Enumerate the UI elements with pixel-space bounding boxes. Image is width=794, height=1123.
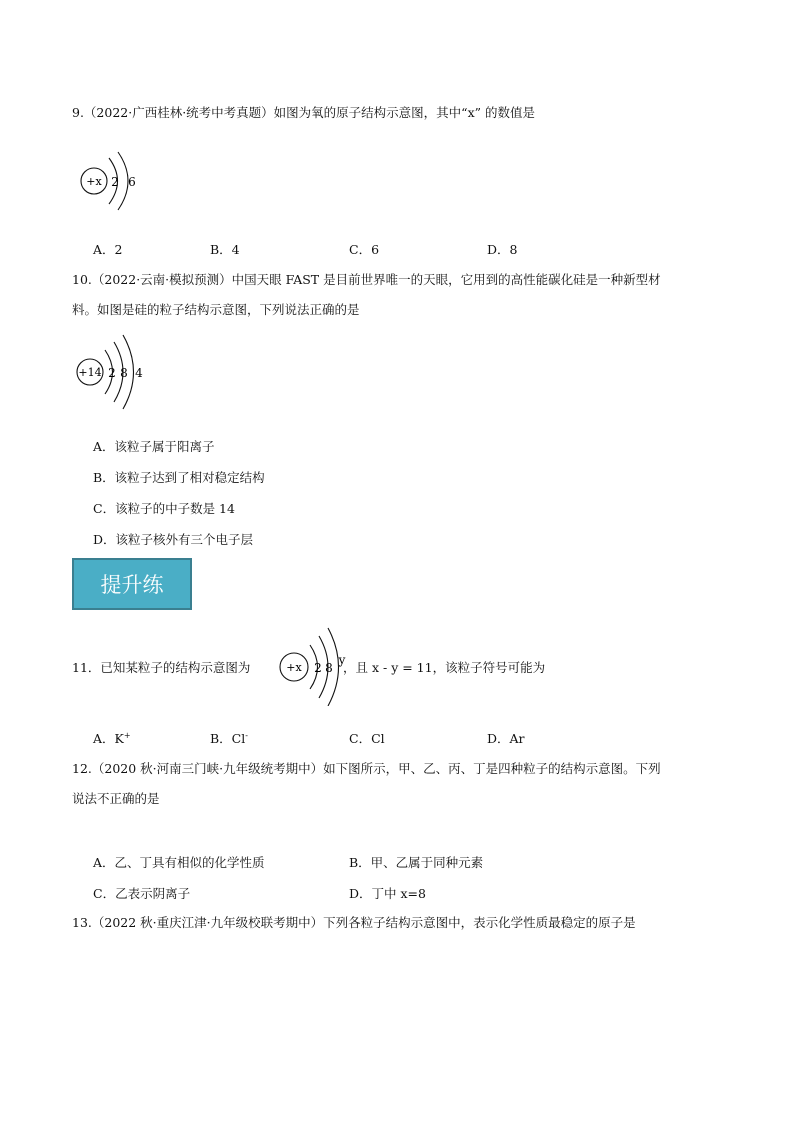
q10-atom-diagram — [74, 330, 158, 418]
q10-shell-1: 2 — [108, 366, 116, 380]
q10-stem-line-2: 料。如图是硅的粒子结构示意图，下列说法正确的是 — [72, 302, 360, 317]
q9-option-b[interactable]: B．4 — [210, 242, 240, 257]
q11-option-b[interactable]: B．Cl- — [210, 730, 248, 746]
q11-nucleus: +x — [286, 661, 302, 674]
q10-shell-3: 4 — [135, 366, 143, 380]
q11-shell-2: 8 — [325, 661, 333, 675]
q9-shell-1: 2 — [111, 175, 119, 189]
q12-option-c[interactable]: C．乙表示阴离子 — [93, 886, 191, 901]
q11-option-d[interactable]: D．Ar — [487, 731, 525, 746]
q10-stem-line-1: 10.（2022·云南·模拟预测）中国天眼 FAST 是目前世界唯一的天眼，它用到的高性能碳化硅是一种新型材 — [72, 272, 661, 287]
q11-shell-3: y — [338, 653, 346, 667]
q9-atom-diagram — [78, 144, 148, 220]
q9-stem: 9.（2022·广西桂林·统考中考真题）如图为氧的原子结构示意图，其中“x” 的数值是 — [72, 105, 535, 120]
q10-option-d[interactable]: D．该粒子核外有三个电子层 — [93, 532, 254, 547]
q11-stem-prefix: 11．已知某粒子的结构示意图为 — [72, 660, 251, 675]
q11-stem-suffix: ，且 x - y = 11，该粒子符号可能为 — [343, 660, 546, 675]
q12-option-d[interactable]: D．丁中 x=8 — [349, 886, 426, 901]
q9-nucleus: +x — [86, 175, 102, 188]
q10-option-a[interactable]: A．该粒子属于阳离子 — [93, 439, 215, 454]
q11-option-a[interactable]: A．K+ — [93, 730, 131, 746]
q10-shell-2: 8 — [120, 366, 128, 380]
q13-stem: 13.（2022 秋·重庆江津·九年级校联考期中）下列各粒子结构示意图中，表示化学性质最稳定的原子是 — [72, 915, 636, 930]
q11-option-c[interactable]: C．Cl — [349, 731, 385, 746]
q9-option-c[interactable]: C．6 — [349, 242, 380, 257]
q10-option-c[interactable]: C．该粒子的中子数是 14 — [93, 501, 235, 516]
q12-stem-line-1: 12.（2020 秋·河南三门峡·九年级统考期中）如下图所示，甲、乙、丙、丁是四种粒子的结构示意图。下列 — [72, 761, 661, 776]
q12-option-a[interactable]: A．乙、丁具有相似的化学性质 — [93, 855, 265, 870]
q12-stem-line-2: 说法不正确的是 — [72, 791, 160, 806]
q9-option-a[interactable]: A．2 — [93, 242, 123, 257]
q11-shell-1: 2 — [314, 661, 322, 675]
section-banner: 提升练 — [72, 558, 192, 610]
q9-option-d[interactable]: D．8 — [487, 242, 518, 257]
q10-option-b[interactable]: B．该粒子达到了相对稳定结构 — [93, 470, 265, 485]
q9-shell-2: 6 — [128, 175, 136, 189]
q12-option-b[interactable]: B．甲、乙属于同种元素 — [349, 855, 484, 870]
q10-nucleus: +14 — [78, 366, 102, 379]
